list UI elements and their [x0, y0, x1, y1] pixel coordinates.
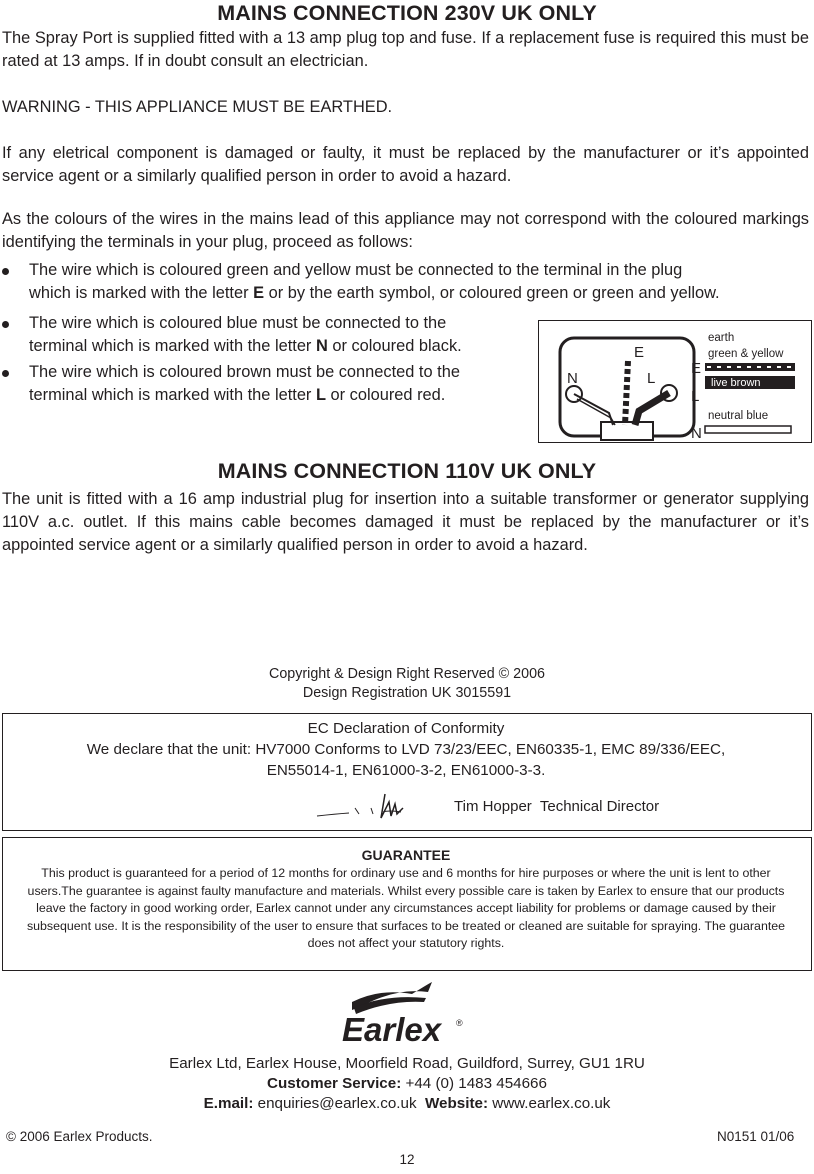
- legend-letter-l: L: [691, 388, 700, 405]
- earlex-logo-graphic: [340, 980, 470, 1046]
- bullet-earth-line2: [29, 282, 809, 305]
- bullet-text: which is marked with the letter: [29, 284, 254, 302]
- terminal-letter-l: L: [315, 386, 326, 404]
- guarantee-box: [2, 837, 812, 971]
- ec-declaration-box: [2, 713, 812, 831]
- design-copyright: Copyright & Design Right Reserved © 2006: [269, 666, 545, 682]
- bullet-text: or coloured black.: [327, 337, 462, 355]
- earthing-warning: WARNING - THIS APPLIANCE MUST BE EARTHED.: [2, 98, 393, 116]
- bullet-text: or by the earth symbol, or coloured green or green and yellow.: [264, 284, 720, 302]
- bullet-dot: [2, 268, 9, 275]
- guarantee-title: GUARANTEE: [361, 847, 451, 863]
- legend-letter-e: E: [691, 360, 702, 377]
- wire-colours-paragraph: As the colours of the wires in the mains lead of this appliance may not correspond with the coloured markings identifying the terminals in your plug, proceed as follows:: [2, 210, 809, 252]
- website-label: Website:: [425, 1095, 489, 1112]
- plug-wiring-diagram: [538, 320, 812, 443]
- bullet-live-line1: The wire which is coloured brown must be connected to the: [29, 363, 460, 381]
- industrial-plug-paragraph: The unit is fitted with a 16 amp industrial plug for insertion into a suitable transformer or generator supplying 110V a.c. outlet. If this mains cable becomes damaged it must be replaced by the manufacturer or it’s appointed service agent or a similarly qualified person in order to avoid a hazard.: [2, 490, 809, 555]
- ec-declaration-line1: We declare that the unit: HV7000 Conforms to LVD 73/23/EEC, EN60335-1, EMC 89/336/EEC,: [86, 741, 726, 758]
- legend-letter-n: N: [691, 425, 702, 442]
- bullet-neutral-line2: [29, 335, 529, 358]
- terminal-letter-e: E: [253, 284, 265, 302]
- bullet-dot: [2, 370, 9, 377]
- ec-declaration-title: EC Declaration of Conformity: [307, 720, 505, 737]
- website-url[interactable]: www.earlex.co.uk: [488, 1095, 611, 1112]
- fuse-paragraph: The Spray Port is supplied fitted with a 13 amp plug top and fuse. If a replacement fuse is required this must be rated at 13 amps. If in doubt consult an electrician.: [2, 29, 809, 71]
- logo-wordmark: Earlex: [342, 1011, 442, 1046]
- customer-service-label: Customer Service:: [267, 1075, 402, 1092]
- footer-copyright: © 2006 Earlex Products.: [6, 1129, 153, 1144]
- customer-service-phone: +44 (0) 1483 454666: [401, 1075, 547, 1092]
- earlex-logo: [340, 980, 470, 1046]
- legend-neutral-label: neutral blue: [708, 410, 769, 422]
- design-registration: Design Registration UK 3015591: [302, 685, 512, 701]
- cord-grip: [601, 422, 653, 440]
- contact-line: [0, 1094, 814, 1114]
- company-address: Earlex Ltd, Earlex House, Moorfield Road, Guildford, Surrey, GU1 1RU: [169, 1055, 645, 1072]
- legend-earth-colour: green & yellow: [708, 348, 784, 360]
- faulty-component-paragraph: If any eletrical component is damaged or faulty, it must be replaced by the manufacturer or it’s appointed service agent or a similarly qualified person in order to avoid a hazard.: [2, 144, 809, 186]
- customer-service: [0, 1074, 814, 1094]
- plug-diagram-svg: [539, 321, 811, 442]
- section-110v-title: MAINS CONNECTION 110V UK ONLY: [217, 459, 597, 483]
- neutral-wire-swatch: [705, 426, 791, 433]
- email-address[interactable]: enquiries@earlex.co.uk: [253, 1095, 425, 1112]
- plug-letter-e: E: [634, 344, 645, 361]
- bullet-text: or coloured red.: [325, 386, 446, 404]
- registered-mark: ®: [456, 1018, 463, 1028]
- legend-earth-label: earth: [708, 332, 735, 344]
- bullet-live-line2: [29, 384, 529, 407]
- plug-letter-n: N: [567, 370, 578, 387]
- terminal-letter-n: N: [315, 337, 328, 355]
- email-label: E.mail:: [203, 1095, 254, 1112]
- signature: [315, 790, 405, 824]
- bullet-text: terminal which is marked with the letter: [29, 386, 316, 404]
- guarantee-text: This product is guaranteed for a period of 12 months for ordinary use and 6 months for hire purposes or where the unit is lent to other users.The guarantee is against faulty manufacture and materials. Whilst every possible care is taken by Earlex to ensure that our products leave the factory in good working order, Earlex cannot under any circumstances accept liability for problems or damage caused by their subsequent use. It is the responsibility of the user to ensure that surfaces to be treated or cleaned are suitable for spraying. The guarantee does not affect your statutory rights.: [26, 866, 786, 951]
- legend-live-label: live brown: [711, 377, 761, 389]
- signatory-name: Tim Hopper Technical Director: [454, 798, 660, 815]
- page-number: 12: [399, 1152, 415, 1167]
- bullet-earth-line1: The wire which is coloured green and yellow must be connected to the terminal in the plug: [29, 261, 683, 279]
- bullet-text: terminal which is marked with the letter: [29, 337, 316, 355]
- bullet-neutral-line1: The wire which is coloured blue must be connected to the: [29, 314, 447, 332]
- ec-declaration-line2: EN55014-1, EN61000-3-2, EN61000-3-3.: [266, 762, 546, 779]
- section-230v-title: MAINS CONNECTION 230V UK ONLY: [217, 1, 597, 25]
- document-code: N0151 01/06: [717, 1129, 795, 1144]
- plug-letter-l: L: [647, 370, 656, 387]
- bullet-dot: [2, 321, 9, 328]
